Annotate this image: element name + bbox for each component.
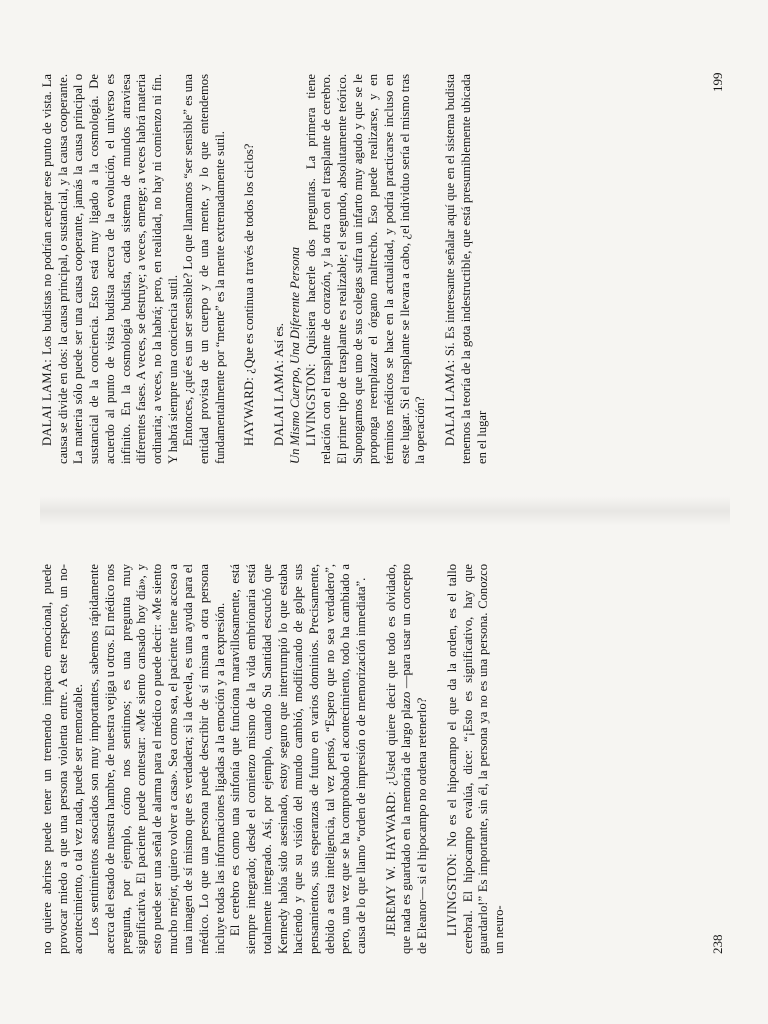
speech-paragraph xyxy=(384,564,431,954)
page-number: 238 xyxy=(710,934,725,954)
speech-text: ¿Usted quiere decir que todo es olvidado, que nada es guardado en la memoria de largo plazo —para usar un concepto de Eleanor— si el hipocampo no ordena retenerlo? xyxy=(383,564,430,954)
speech-paragraph xyxy=(242,74,258,464)
left-page xyxy=(0,512,768,1024)
speech-paragraph xyxy=(272,74,288,464)
speech-text: Sí. Es interesante señalar aquí que en el sistema budista tenemos la teoría de la gota indestructible, que está presumiblemente ubicada en el lugar xyxy=(443,74,489,464)
speaker-name: DALAI LAMA: xyxy=(40,358,54,446)
speaker-name: DALAI LAMA: xyxy=(272,359,287,446)
paragraph: El cerebro es como una sinfonía que funciona maravillosamente, está siempre integrado; desde el comienzo mismo de la vida embrionaria está totalmente integrado. Así, por ejemplo, cuando Su Santidad escuchó que Kennedy había sido asesinado, estoy seguro que interrumpió lo que estaba haciendo y que su visión del mundo cambió, modificando de golpe sus pensamientos, sus esperanzas de futuro en varios dominios. Precisamente, debido a esta inteligencia, tal vez pensó, “Espero que no sea verdadero”, pero, una vez que se ha comprobado el acontecimiento, todo ha cambiado a causa de lo que llamo “orden de impresión o de memorización inmediata”. xyxy=(228,564,369,954)
speech-text: No es el hipocampo el que da la orden, es el tallo cerebral. El hipocampo evalúa, dice: “¡Esto es significativo, hay que guardarlo!” Es importante, sin él, la persona ya no es una persona. Conozco un neuro- xyxy=(444,564,506,954)
speaker-name: JEREMY W. HAYWARD: xyxy=(383,791,398,936)
paragraph: no quiere abrirse puede tener un tremendo impacto emocional, puede provocar miedo a que una persona violenta entre. A este respecto, un no-acontecimiento, o tal vez nada, puede ser memorable. xyxy=(40,564,86,954)
speech-text: ¿Que es continua a través de todos los ciclos? xyxy=(242,143,257,374)
paragraph: Entonces, ¿qué es un ser sensible? Lo que llamamos “ser sensible” es una entidad provista de un cuerpo y de una mente, y lo que entendemos fundamentalmente por “mente” es la mente extremadamente sutil. xyxy=(181,74,227,464)
speaker-name: HAYWARD: xyxy=(242,376,257,446)
left-page-text xyxy=(40,564,700,954)
speech-text: Los budistas no podrían aceptar ese punto de vista. La causa se divide en dos: la causa principal, o sustancial, y la causa cooperante. La materia sólo puede ser una causa cooperante, jamás la causa principal o sustancial de la conciencia. Esto está muy ligado a la cosmología. De acuerdo al punto de vista budista acerca de la evolución, el universo es infinito. En la cosmología budista, cada sistema de mundos atraviesa diferentes fases. A veces, se destruye; a veces, emerge; a veces habrá materia ordinaria; a veces, no la habrá; pero, en realidad, no hay ni comienzo ni fin. Y habrá siempre una conciencia sutil. xyxy=(40,74,180,464)
paragraph: Los sentimientos asociados son muy importantes, sabemos rápidamente acerca del estado de nuestra hambre, de nuestra vejiga u otros. El médico nos pregunta, por ejemplo, cómo nos sentimos; es una pregunta muy significativa. El paciente puede contestar: «Me siento cansado hoy día», y esto puede ser una señal de alarma para el médico o puede decir: «Me siento mucho mejor, quiero volver a casa». Sea como sea, el paciente tiene acceso a una imagen de sí mismo que es verdadera; si la devela, es una ayuda para el médico. Lo que una persona puede describir de sí misma a otra persona incluye todas las informaciones ligadas a la emoción y a la expresión. xyxy=(87,564,227,954)
speech-text: Quisiera hacerle dos preguntas. La primera tiene relación con el trasplante de corazón, y la otra con el trasplante de cerebro. El primer tipo de trasplante es realizable; el segundo, absolutamente teórico. Supongamos que uno de sus colegas sufra un infarto muy agudo y que se le proponga reemplazar el órgano maltrecho. Eso puede realizarse, y en términos médicos se hace en la actualidad, y podría practicarse incluso en este lugar. Si el trasplante se llevara a cabo, ¿el individuo sería el mismo tras la operación? xyxy=(303,74,428,464)
speech-paragraph xyxy=(40,74,181,464)
speech-paragraph xyxy=(443,74,490,464)
right-page-text xyxy=(40,74,700,464)
speech-paragraph xyxy=(304,74,430,464)
speech-paragraph xyxy=(445,564,508,954)
section-heading: Un Mismo Cuerpo, Una Diferente Persona xyxy=(287,246,302,464)
speaker-name: LIVINGSTON: xyxy=(444,853,459,936)
speech-text: Así es. xyxy=(272,323,287,358)
speaker-name: LIVINGSTON: xyxy=(303,363,318,446)
speaker-name: DALAI LAMA: xyxy=(443,359,458,446)
page-number: 199 xyxy=(710,72,725,92)
